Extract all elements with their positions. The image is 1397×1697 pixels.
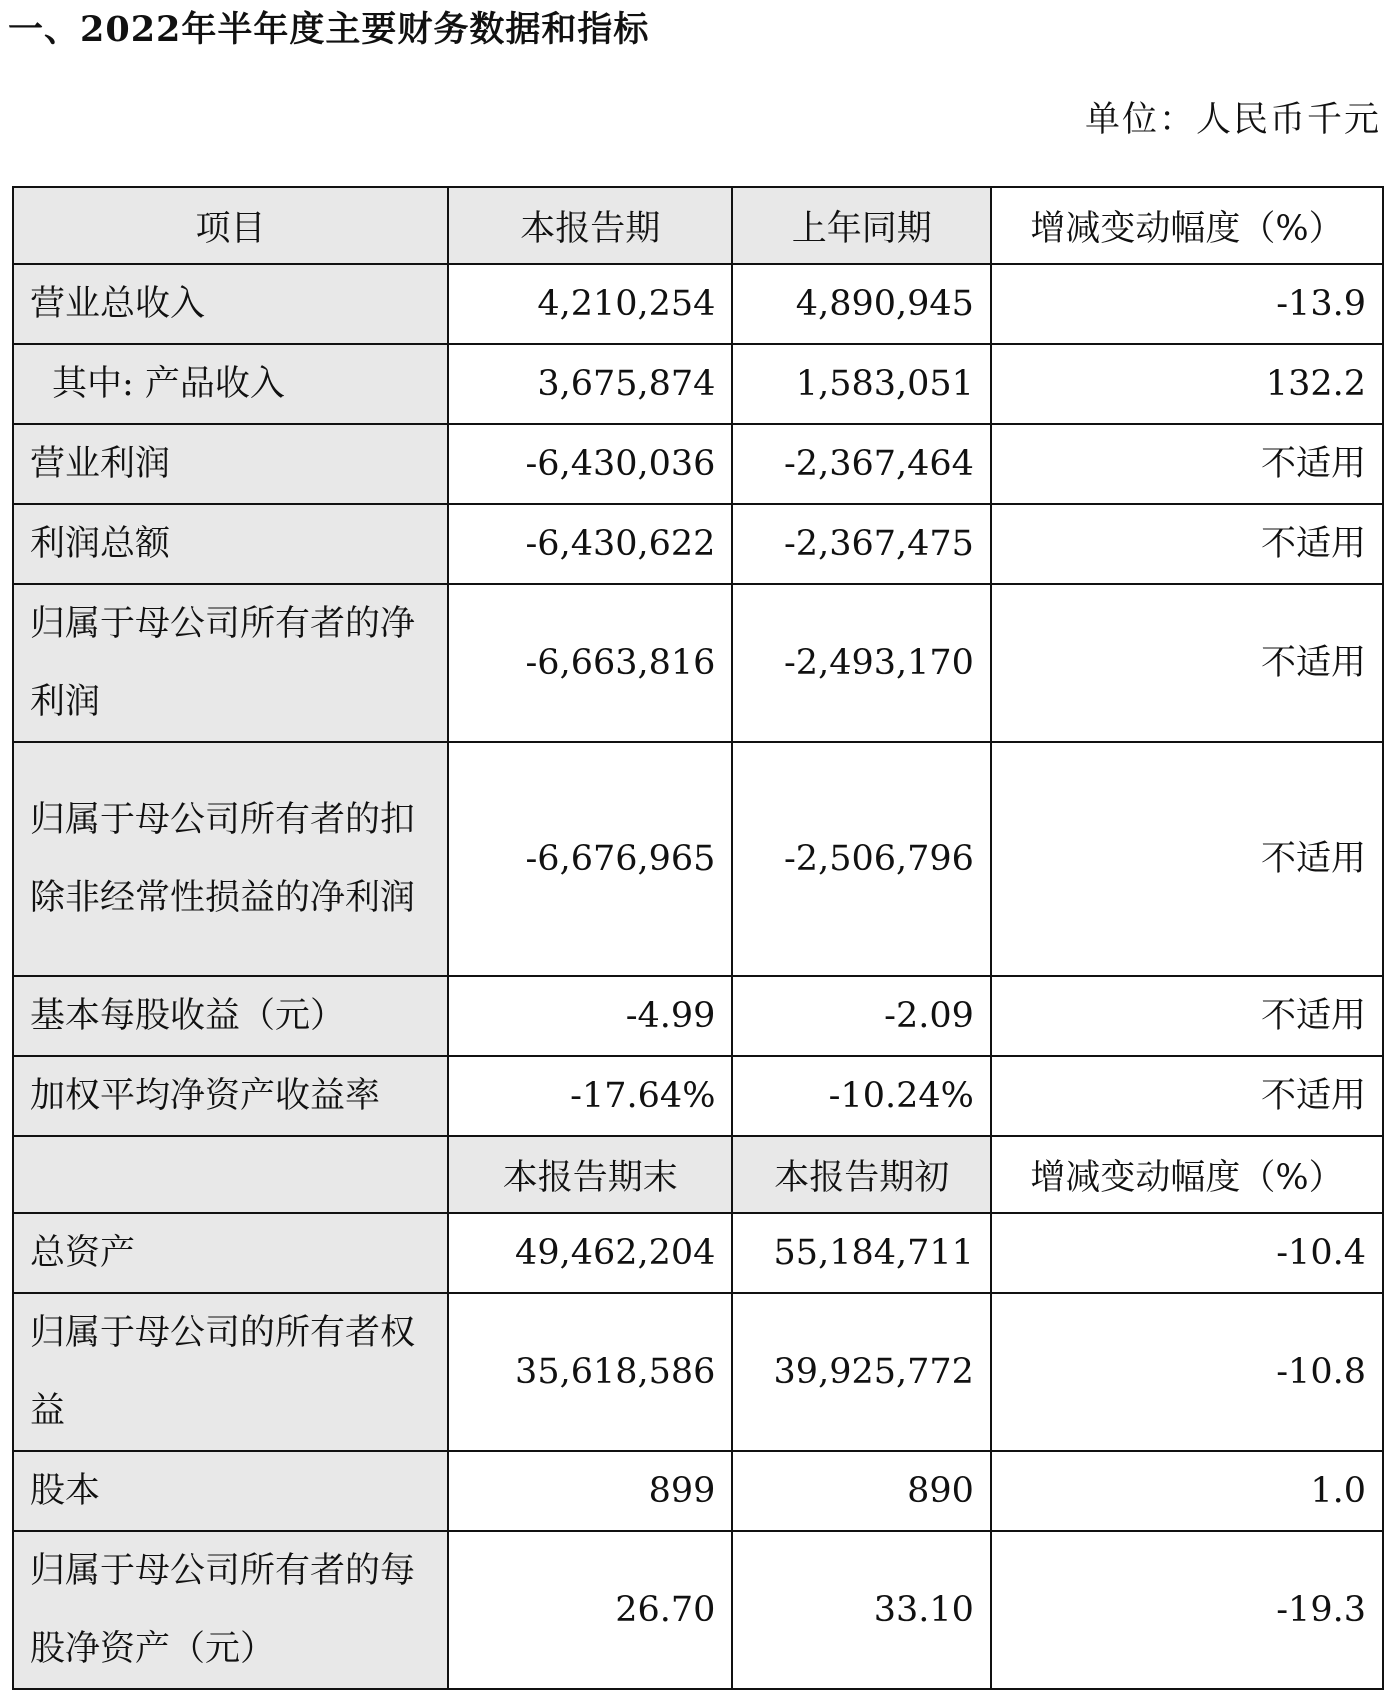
current-value: -17.64%: [448, 1056, 732, 1136]
table-row: [13, 344, 1383, 424]
table-row: [13, 1056, 1383, 1136]
change-value: 不适用: [991, 504, 1383, 584]
current-value: -6,676,965: [448, 742, 732, 976]
row-label: 归属于母公司所有者的扣除非经常性损益的净利润: [13, 742, 448, 976]
table-row: [13, 264, 1383, 344]
subheader-item: [13, 1136, 448, 1213]
prior-value: -2,506,796: [732, 742, 990, 976]
row-label: 基本每股收益（元）: [13, 976, 448, 1056]
row-label: 总资产: [13, 1213, 448, 1293]
table-row: [13, 1451, 1383, 1531]
prior-value: -2,493,170: [732, 584, 990, 742]
header-item: 项目: [13, 187, 448, 264]
change-value: -10.4: [991, 1213, 1383, 1293]
section-heading: 一、2022年半年度主要财务数据和指标: [8, 9, 650, 50]
prior-value: -2.09: [732, 976, 990, 1056]
table-subheader-row: [13, 1136, 1383, 1213]
change-value: 不适用: [991, 1056, 1383, 1136]
table-row: [13, 504, 1383, 584]
current-value: 35,618,586: [448, 1293, 732, 1451]
financial-indicators-table: [12, 186, 1384, 1690]
row-label: 营业利润: [13, 424, 448, 504]
subheader-period-end: 本报告期末: [448, 1136, 732, 1213]
row-label: 营业总收入: [13, 264, 448, 344]
table-row: [13, 1293, 1383, 1451]
current-value: -6,430,622: [448, 504, 732, 584]
change-value: 不适用: [991, 742, 1383, 976]
subheader-change-percent: 增减变动幅度（%）: [991, 1136, 1383, 1213]
current-value: -4.99: [448, 976, 732, 1056]
table-row: [13, 976, 1383, 1056]
prior-value: -10.24%: [732, 1056, 990, 1136]
row-label: 归属于母公司的所有者权益: [13, 1293, 448, 1451]
prior-value: 4,890,945: [732, 264, 990, 344]
row-label: 加权平均净资产收益率: [13, 1056, 448, 1136]
current-value: 26.70: [448, 1531, 732, 1689]
current-value: 3,675,874: [448, 344, 732, 424]
current-value: 4,210,254: [448, 264, 732, 344]
table-row: [13, 1213, 1383, 1293]
change-value: -19.3: [991, 1531, 1383, 1689]
change-value: -13.9: [991, 264, 1383, 344]
current-value: -6,663,816: [448, 584, 732, 742]
row-label: 归属于母公司所有者的净利润: [13, 584, 448, 742]
table-row: [13, 584, 1383, 742]
prior-value: 1,583,051: [732, 344, 990, 424]
change-value: -10.8: [991, 1293, 1383, 1451]
table-header-row: [13, 187, 1383, 264]
prior-value: 39,925,772: [732, 1293, 990, 1451]
current-value: 49,462,204: [448, 1213, 732, 1293]
change-value: 不适用: [991, 584, 1383, 742]
row-label: 归属于母公司所有者的每股净资产（元）: [13, 1531, 448, 1689]
current-value: 899: [448, 1451, 732, 1531]
row-label: 其中: 产品收入: [13, 344, 448, 424]
header-prior-period: 上年同期: [732, 187, 990, 264]
currency-unit-label: 单位：人民币千元: [1084, 100, 1381, 140]
prior-value: 33.10: [732, 1531, 990, 1689]
row-label: 利润总额: [13, 504, 448, 584]
row-label: 股本: [13, 1451, 448, 1531]
change-value: 132.2: [991, 344, 1383, 424]
prior-value: 890: [732, 1451, 990, 1531]
prior-value: -2,367,475: [732, 504, 990, 584]
change-value: 不适用: [991, 976, 1383, 1056]
header-current-period: 本报告期: [448, 187, 732, 264]
change-value: 1.0: [991, 1451, 1383, 1531]
table-row: [13, 424, 1383, 504]
header-change-percent: 增减变动幅度（%）: [991, 187, 1383, 264]
table-row: [13, 1531, 1383, 1689]
table-row: [13, 742, 1383, 976]
prior-value: 55,184,711: [732, 1213, 990, 1293]
subheader-period-start: 本报告期初: [732, 1136, 990, 1213]
current-value: -6,430,036: [448, 424, 732, 504]
prior-value: -2,367,464: [732, 424, 990, 504]
change-value: 不适用: [991, 424, 1383, 504]
